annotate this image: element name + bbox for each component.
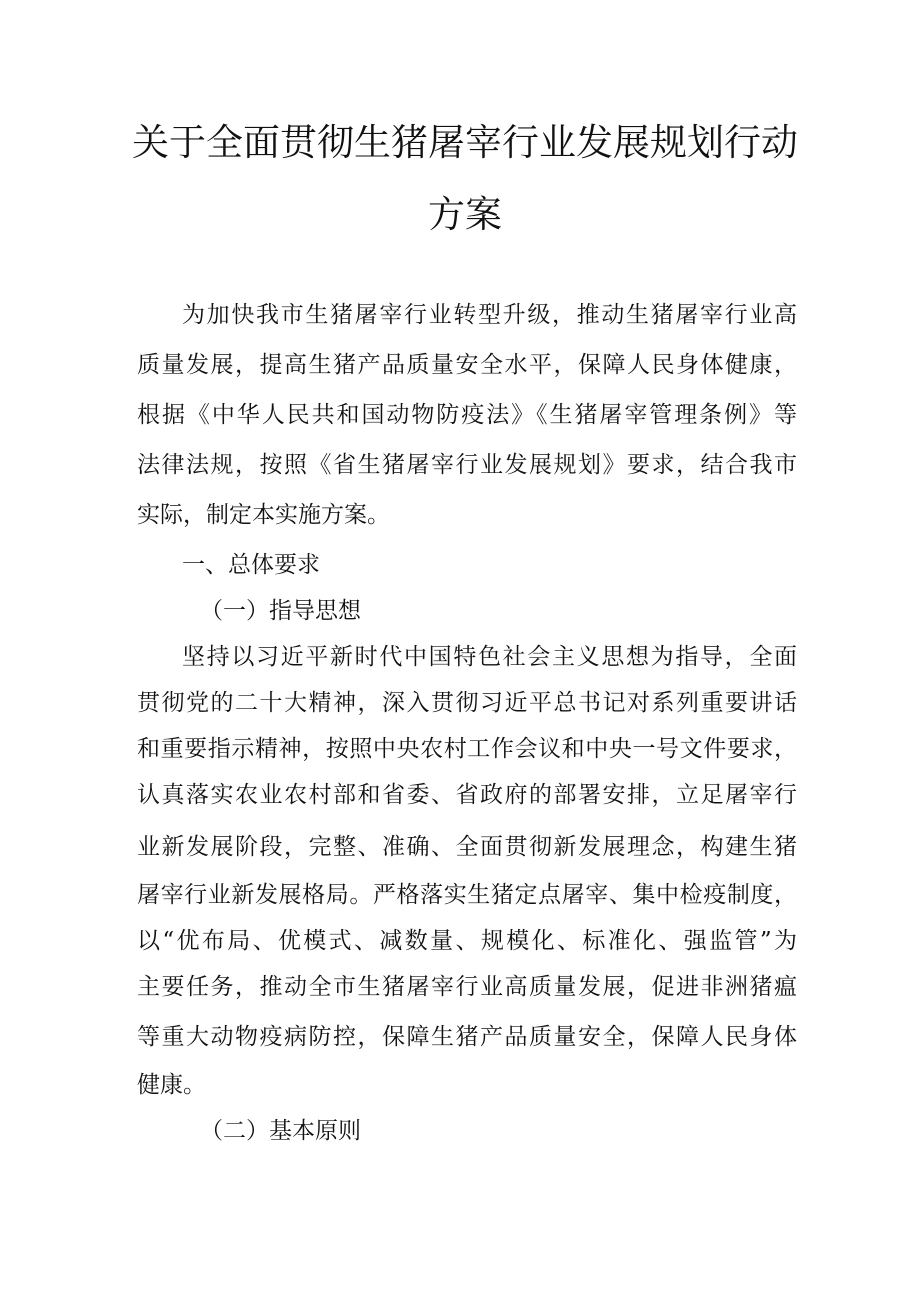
intro-line-2: 质量发展，提高生猪产品质量安全水平，保障人民身体健康， xyxy=(137,352,797,378)
guiding-ideology-line-4: 认真落实农业农村部和省委、省政府的部署安排，立足屠宰行 xyxy=(137,782,797,808)
guiding-ideology-line-2: 贯彻党的二十大精神，深入贯彻习近平总书记对系列重要讲话 xyxy=(137,690,797,716)
intro-line-1: 为加快我市生猪屠宰行业转型升级，推动生猪屠宰行业高 xyxy=(182,302,797,328)
subsection-heading-guiding-ideology: （一）指导思想 xyxy=(200,598,361,624)
intro-line-3: 根据《中华人民共和国动物防疫法》《生猪屠宰管理条例》等 xyxy=(137,402,797,428)
section-heading-general-requirements: 一、总体要求 xyxy=(182,552,320,578)
document-title-line-2: 方案 xyxy=(428,193,502,236)
document-title-line-1: 关于全面贯彻生猪屠宰行业发展规划行动 xyxy=(132,121,798,164)
subsection-heading-basic-principles: （二）基本原则 xyxy=(200,1118,361,1144)
guiding-ideology-line-5: 业新发展阶段，完整、准确、全面贯彻新发展理念，构建生猪 xyxy=(137,834,797,860)
guiding-ideology-line-1: 坚持以习近平新时代中国特色社会主义思想为指导，全面 xyxy=(182,644,797,670)
guiding-ideology-line-9: 等重大动物疫病防控，保障生猪产品质量安全，保障人民身体 xyxy=(137,1024,797,1050)
intro-line-4: 法律法规，按照《省生猪屠宰行业发展规划》要求，结合我市 xyxy=(137,452,797,478)
guiding-ideology-line-6: 屠宰行业新发展格局。严格落实生猪定点屠宰、集中检疫制度， xyxy=(137,882,797,908)
guiding-ideology-line-7: 以“优布局、优模式、减数量、规模化、标准化、强监管”为 xyxy=(137,928,797,954)
guiding-ideology-line-10: 健康。 xyxy=(137,1072,206,1098)
intro-line-5: 实际，制定本实施方案。 xyxy=(137,502,390,528)
guiding-ideology-line-8: 主要任务，推动全市生猪屠宰行业高质量发展，促进非洲猪瘟 xyxy=(137,974,797,1000)
guiding-ideology-line-3: 和重要指示精神，按照中央农村工作会议和中央一号文件要求， xyxy=(137,736,797,762)
